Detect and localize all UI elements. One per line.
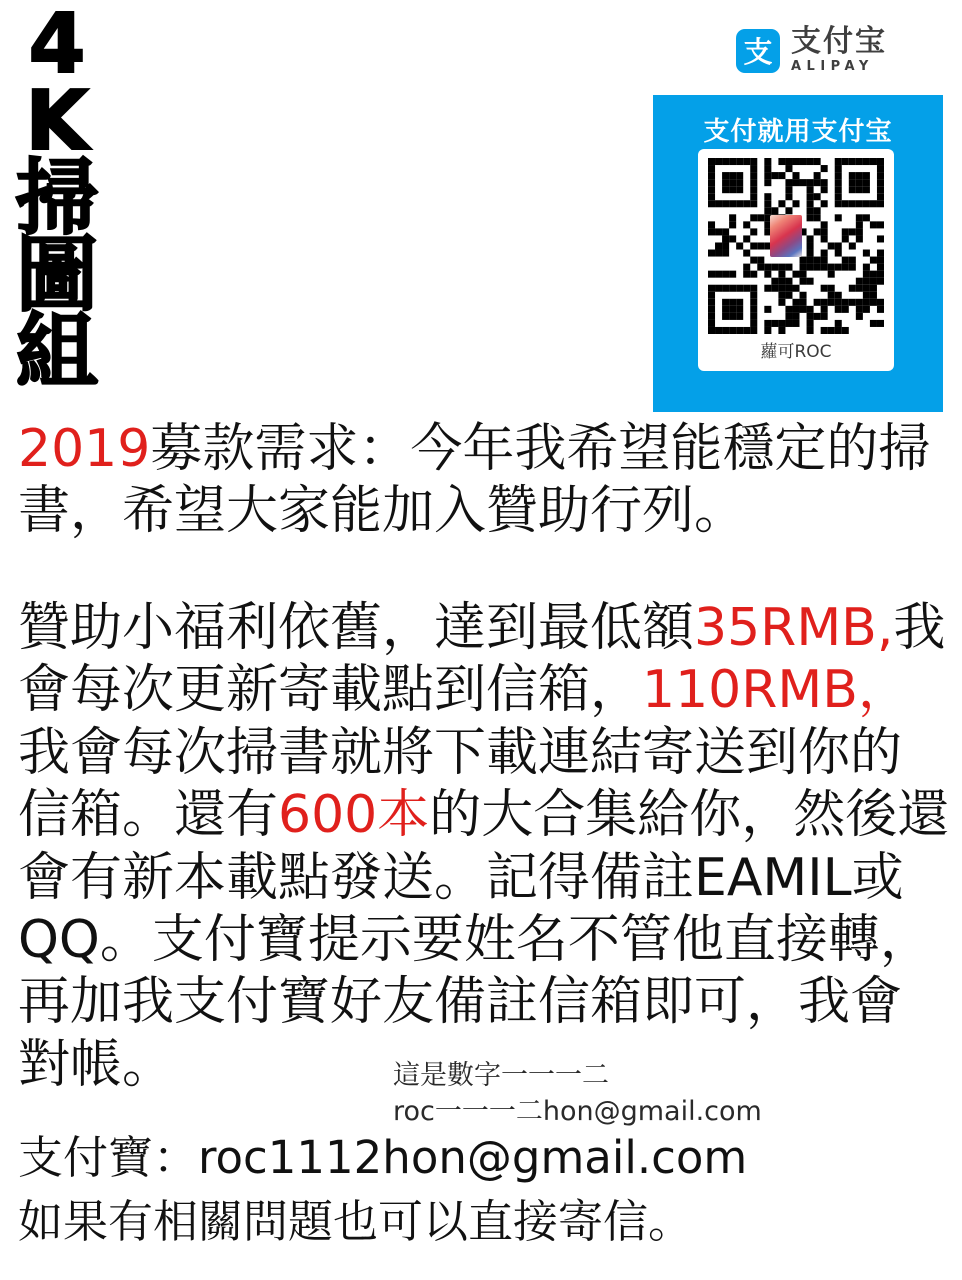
group-title-vertical — [12, 0, 102, 400]
group-title-char: 掃 — [15, 151, 98, 246]
email-hint-line1: 這是數字一一一二 — [393, 1060, 609, 1091]
qr-card-title: 支付就用支付宝 — [703, 117, 893, 147]
group-title-char: 組 — [15, 305, 98, 400]
alipay-brand-en: ALIPAY — [791, 59, 874, 74]
group-title-char: 圖 — [15, 228, 98, 323]
alipay-qr-card — [653, 95, 943, 412]
qr-center-avatar — [770, 215, 802, 257]
qr-owner-label: 蘿可ROC — [760, 342, 832, 362]
qr-code-panel — [698, 149, 894, 371]
email-hint-note — [393, 1058, 762, 1129]
alipay-account-line: 支付寶：roc1112hon@gmail.com — [18, 1131, 748, 1184]
email-hint-line2: roc一一一二hon@gmail.com — [393, 1095, 762, 1127]
paragraph-funding-request: 2019募款需求：今年我希望能穩定的掃書，希望大家能加入贊助行列。 — [18, 419, 931, 542]
paragraph-sponsor-benefits: 贊助小福利依舊，達到最低額35RMB,我會每次更新寄載點到信箱，110RMB，我會每次掃書就將下載連結寄送到你的信箱。還有600本的大合集給你，然後還會有新本載點發送。記得備註EAMIL或QQ。支付寶提示要姓名不管他直接轉，再加我支付寶好友備註信箱即可，我會對帳。 — [18, 598, 950, 1095]
alipay-wordmark — [791, 26, 887, 75]
contact-line: 如果有相關問題也可以直接寄信。 — [18, 1195, 694, 1248]
alipay-logo — [736, 26, 887, 75]
alipay-brand-cn: 支付宝 — [791, 24, 887, 59]
group-title-char: K — [25, 74, 89, 169]
alipay-icon: 支 — [736, 29, 780, 73]
group-title-char: 4 — [28, 0, 86, 92]
